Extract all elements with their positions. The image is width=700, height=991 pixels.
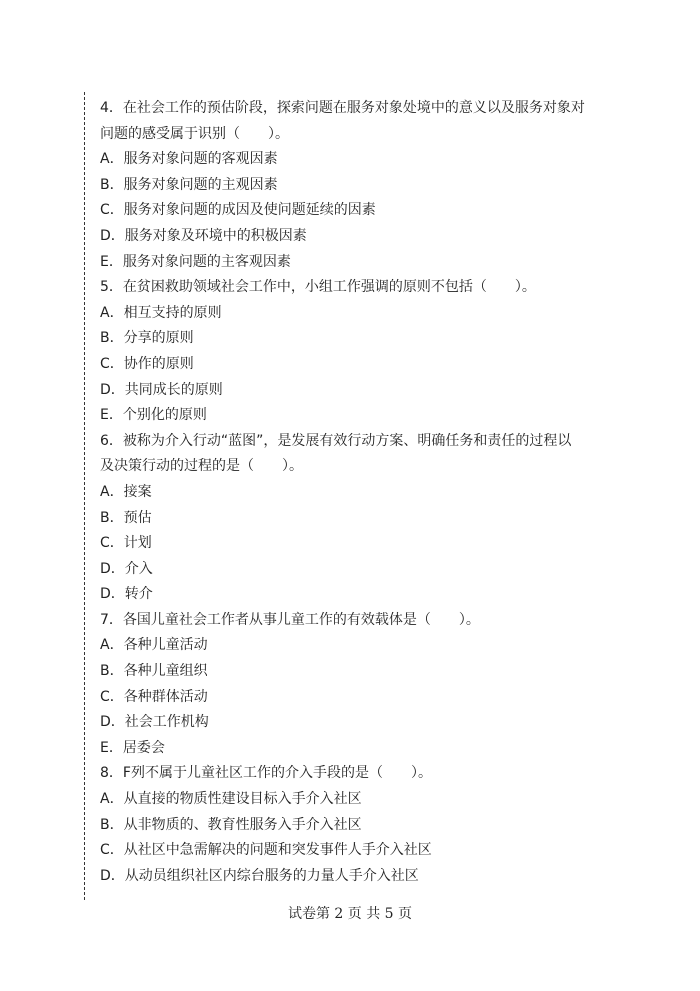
question-4-stem-line-2: 问题的感受属于识别（ ）。 [100,125,289,142]
question-5 [100,275,620,429]
question-5-option-b: B．分享的原则 [100,330,194,347]
question-6-option-a: A．接案 [100,483,152,500]
question-6-stem-line-2: 及决策行动的过程的是（ ）。 [100,458,303,475]
question-5-option-c: C．协作的原则 [100,355,194,372]
question-7-option-b: B．各种儿童组织 [100,663,208,680]
question-7 [100,608,620,762]
question-7-option-d: D．社会工作机构 [100,714,209,731]
question-7-stem-line-1: 7．各国儿童社会工作者从事儿童工作的有效载体是（ ）。 [100,611,480,628]
question-4 [100,96,620,275]
question-7-option-e: E．居委会 [100,739,165,756]
question-6-stem-line-1: 6．被称为介入行动“蓝图”，是发展有效行动方案、明确任务和责任的过程以 [100,432,572,449]
question-4-option-e: E．服务对象问题的主客观因素 [100,253,291,270]
question-5-option-d: D．共同成长的原则 [100,381,223,398]
question-8-option-b: B．从非物质的、教育性服务入手介入社区 [100,816,362,833]
question-8-option-a: A．从直接的物质性建设目标入手介入社区 [100,791,362,808]
dashed-margin-rule [84,92,85,900]
question-6-option-e: D．转介 [100,586,153,603]
question-4-stem-line-1: 4．在社会工作的预估阶段，探索问题在服务对象处境中的意义以及服务对象对 [100,100,585,116]
question-7-option-c: C．各种群体活动 [100,688,208,705]
question-7-option-a: A．各种儿童活动 [100,637,208,654]
question-4-option-a: A．服务对象问题的客观因素 [100,151,278,168]
question-8-option-d: D．从动员组织社区内综台服务的力量人手介入社区 [100,867,419,884]
page-footer: 试卷第 2 页 共 5 页 [287,906,413,922]
question-4-option-c: C．服务对象问题的成因及使问题延续的因素 [100,202,376,219]
question-6 [100,429,620,608]
question-6-option-c: C．计划 [100,535,152,552]
question-5-option-e: E．个别化的原则 [100,407,207,424]
question-5-stem-line-1: 5．在贫困救助领域社会工作中，小组工作强调的原则不包括（ ）。 [100,279,536,296]
question-6-option-d: D．介入 [100,560,153,577]
question-4-option-b: B．服务对象问题的主观因素 [100,176,278,193]
question-6-option-b: B．预估 [100,509,152,526]
question-4-option-d: D．服务对象及环境中的积极因素 [100,227,307,244]
question-8-option-c: C．从社区中急需解决的问题和突发事件人手介入社区 [100,842,432,859]
question-8 [100,761,620,889]
question-5-option-a: A．相互支持的原则 [100,304,222,321]
question-list [100,96,620,889]
question-8-stem-line-1: 8．F列不属于儿童社区工作的介入手段的是（ ）。 [100,765,432,782]
